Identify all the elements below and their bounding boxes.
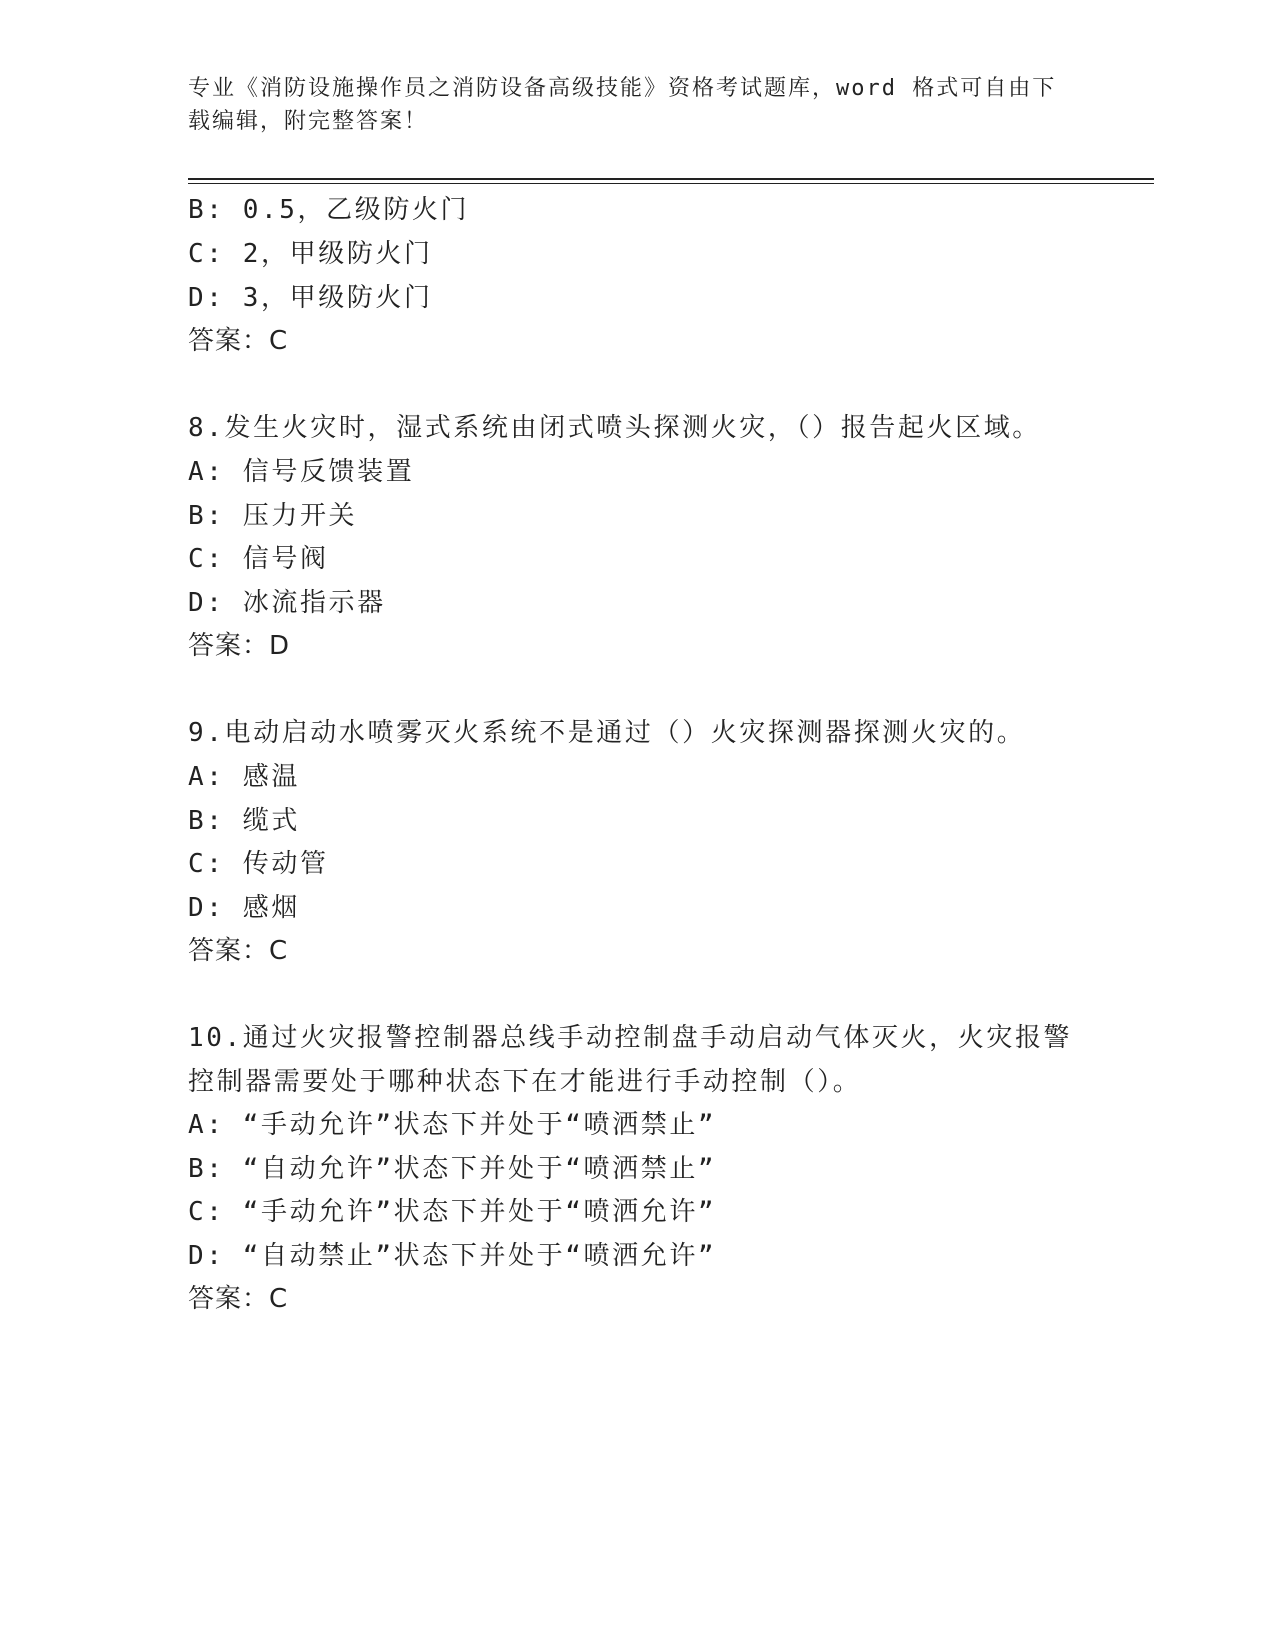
q9-option-a: A: 感温 bbox=[188, 762, 300, 792]
q8-option-c: C: 信号阀 bbox=[188, 544, 329, 574]
q10-stem-line-2: 控制器需要处于哪种状态下在才能进行手动控制（）。 bbox=[188, 1067, 862, 1097]
q8-option-d: D: 冰流指示器 bbox=[188, 588, 386, 618]
q8-stem: 8.发生火灾时，湿式系统由闭式喷头探测火灾，（）报告起火区域。 bbox=[188, 413, 1041, 443]
q8-answer: 答案：D bbox=[188, 631, 291, 661]
q10-stem-line-1: 10.通过火灾报警控制器总线手动控制盘手动启动气体灭火，火灾报警 bbox=[188, 1023, 1073, 1053]
q9-stem: 9.电动启动水喷雾灭火系统不是通过（）火灾探测器探测火灾的。 bbox=[188, 718, 1026, 748]
q9-answer: 答案：C bbox=[188, 936, 289, 966]
q10-option-a: A: “手动允许”状态下并处于“喷洒禁止” bbox=[188, 1110, 717, 1140]
q9-option-d: D: 感烟 bbox=[188, 893, 300, 923]
q7-option-b: B: 0.5，乙级防火门 bbox=[188, 195, 470, 225]
q7-option-d: D: 3，甲级防火门 bbox=[188, 283, 433, 313]
q7-answer: 答案：C bbox=[188, 326, 289, 356]
header-divider-thin bbox=[188, 183, 1154, 184]
header-line-1: 专业《消防设施操作员之消防设备高级技能》资格考试题库，word 格式可自由下 bbox=[188, 76, 1057, 101]
q10-option-d: D: “自动禁止”状态下并处于“喷洒允许” bbox=[188, 1241, 717, 1271]
q9-option-b: B: 缆式 bbox=[188, 806, 300, 836]
header-divider-thick bbox=[188, 178, 1154, 180]
q10-option-b: B: “自动允许”状态下并处于“喷洒禁止” bbox=[188, 1154, 717, 1184]
q10-answer: 答案：C bbox=[188, 1284, 289, 1314]
q10-option-c: C: “手动允许”状态下并处于“喷洒允许” bbox=[188, 1197, 717, 1227]
document-header bbox=[188, 72, 1078, 138]
header-line-2: 载编辑，附完整答案！ bbox=[188, 109, 429, 134]
q8-option-b: B: 压力开关 bbox=[188, 501, 358, 531]
q7-option-c: C: 2，甲级防火门 bbox=[188, 239, 433, 269]
q8-option-a: A: 信号反馈装置 bbox=[188, 457, 415, 487]
q9-option-c: C: 传动管 bbox=[188, 849, 329, 879]
